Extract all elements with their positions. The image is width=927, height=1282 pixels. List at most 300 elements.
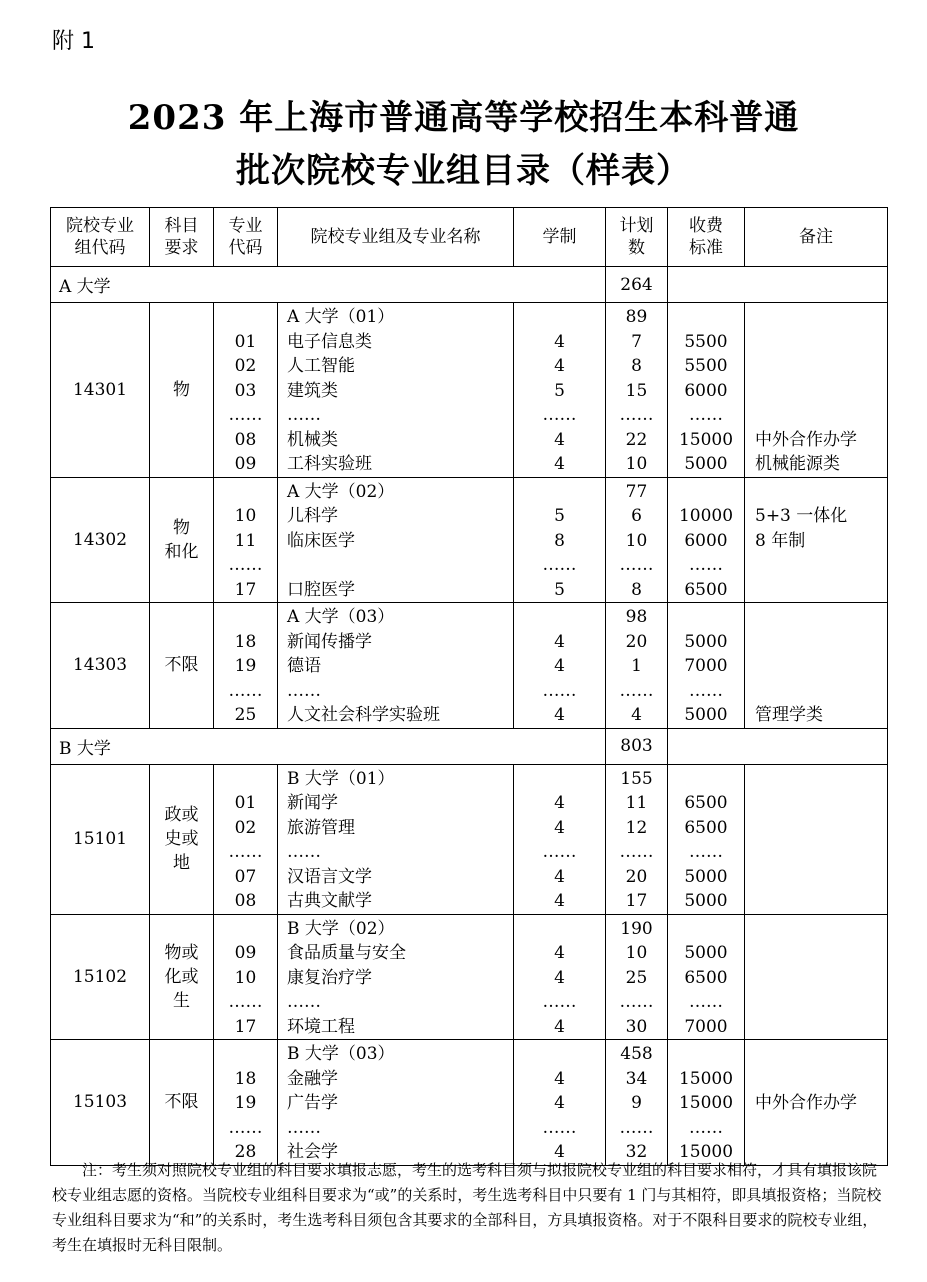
major-names-line: B 大学（02） bbox=[287, 918, 395, 939]
group-row bbox=[51, 764, 888, 914]
durations bbox=[514, 603, 606, 729]
header-remark: 备注 bbox=[745, 208, 888, 267]
plans-line: 77 bbox=[625, 481, 648, 502]
major-codes bbox=[214, 477, 278, 603]
header-name: 院校专业组及专业名称 bbox=[278, 208, 514, 267]
major-codes-line: …… bbox=[228, 555, 263, 575]
durations-line: 4 bbox=[554, 1142, 565, 1162]
group-row bbox=[51, 914, 888, 1040]
plans-line: …… bbox=[619, 1117, 654, 1138]
remarks-lines bbox=[745, 303, 887, 477]
remarks-line bbox=[745, 630, 887, 655]
plans-line: 15 bbox=[625, 380, 648, 401]
subject-requirement-stack bbox=[150, 941, 213, 1013]
remarks-line bbox=[745, 1067, 887, 1092]
remarks-line bbox=[745, 767, 887, 792]
group-code: 15101 bbox=[51, 764, 150, 914]
major-names-line: 新闻传播学 bbox=[287, 631, 372, 652]
fees-line bbox=[668, 767, 744, 792]
major-names-line: 电子信息类 bbox=[287, 331, 372, 352]
plans-line: 30 bbox=[625, 1016, 648, 1037]
durations-lines bbox=[514, 478, 605, 603]
fees-line: 15000 bbox=[678, 1093, 734, 1113]
major-names-line: 口腔医学 bbox=[287, 579, 355, 600]
header-fee: 收费 标准 bbox=[668, 208, 745, 267]
durations-lines bbox=[514, 603, 605, 728]
subject-requirement-stack bbox=[150, 378, 213, 402]
remarks-line bbox=[745, 1116, 887, 1141]
plans-line: …… bbox=[619, 680, 654, 701]
fees bbox=[668, 603, 745, 729]
major-names bbox=[278, 1040, 514, 1166]
fees-line: 5000 bbox=[684, 891, 728, 911]
plans-line: 458 bbox=[620, 1044, 653, 1064]
remarks-line bbox=[745, 379, 887, 404]
major-codes bbox=[214, 764, 278, 914]
page-title-line-1: 2023 年上海市普通高等学校招生本科普通 bbox=[127, 98, 800, 138]
fees-line: …… bbox=[689, 1117, 723, 1138]
group-code: 15102 bbox=[51, 914, 150, 1040]
plans-line: 10 bbox=[625, 530, 648, 551]
durations bbox=[514, 914, 606, 1040]
major-codes-line bbox=[214, 605, 277, 630]
fees-lines bbox=[668, 765, 744, 914]
fees-line: …… bbox=[689, 992, 723, 1012]
remarks-line bbox=[745, 403, 887, 428]
durations-line: 4 bbox=[554, 331, 565, 352]
major-codes-line: 02 bbox=[234, 817, 257, 838]
major-codes bbox=[214, 603, 278, 729]
fees-line: …… bbox=[689, 405, 723, 425]
remarks-lines bbox=[745, 478, 887, 603]
fees-line: 5500 bbox=[684, 331, 728, 352]
major-names-line: 广告学 bbox=[287, 1093, 338, 1113]
major-names-line: 机械类 bbox=[287, 429, 338, 450]
fees bbox=[668, 764, 745, 914]
durations-line bbox=[514, 767, 605, 792]
subject-requirement-line: 不限 bbox=[164, 655, 199, 676]
durations-line: 4 bbox=[554, 656, 565, 676]
subject-requirement-line: 地 bbox=[173, 853, 190, 873]
subject-requirement-stack bbox=[150, 1090, 213, 1114]
major-names-lines bbox=[278, 1040, 513, 1165]
plans-line: 190 bbox=[620, 918, 653, 939]
fees-line bbox=[668, 305, 744, 330]
fees-line: 6500 bbox=[684, 817, 728, 838]
remarks-line bbox=[745, 865, 887, 890]
remarks-line: 中外合作办学 bbox=[755, 1093, 857, 1113]
plans-line: 6 bbox=[631, 506, 642, 526]
major-codes-lines bbox=[214, 603, 277, 728]
fees bbox=[668, 477, 745, 603]
plans-line: …… bbox=[619, 405, 654, 425]
durations-line: …… bbox=[542, 992, 577, 1012]
major-codes-line bbox=[214, 480, 277, 505]
header-subject-req: 科目 要求 bbox=[150, 208, 214, 267]
major-names-line: 儿科学 bbox=[287, 506, 338, 526]
fees bbox=[668, 1040, 745, 1166]
major-codes-line bbox=[214, 767, 277, 792]
fees-line: 5000 bbox=[684, 705, 728, 725]
remarks-line: 8 年制 bbox=[755, 530, 806, 551]
plans bbox=[606, 603, 668, 729]
durations-lines bbox=[514, 915, 605, 1040]
durations-line bbox=[514, 605, 605, 630]
fees-line: 5000 bbox=[684, 454, 728, 474]
fees-line: 6500 bbox=[684, 793, 728, 813]
fees-line: 7000 bbox=[684, 656, 728, 676]
group-code: 14302 bbox=[51, 477, 150, 603]
remarks bbox=[745, 1040, 888, 1166]
plans-line: 12 bbox=[625, 817, 648, 838]
major-codes-line bbox=[214, 305, 277, 330]
plans-line: 89 bbox=[625, 307, 648, 327]
university-total-plan: 803 bbox=[606, 728, 668, 764]
major-names bbox=[278, 477, 514, 603]
university-name: A 大学 bbox=[51, 267, 606, 303]
major-names-line: 金融学 bbox=[287, 1068, 338, 1089]
subject-requirement bbox=[150, 477, 214, 603]
remarks bbox=[745, 914, 888, 1040]
durations-lines bbox=[514, 765, 605, 914]
group-code: 14303 bbox=[51, 603, 150, 729]
page-title-line-2: 批次院校专业组目录（样表） bbox=[236, 151, 691, 191]
durations-line: 4 bbox=[554, 793, 565, 813]
university-blank bbox=[668, 267, 888, 303]
remarks-line bbox=[745, 330, 887, 355]
durations bbox=[514, 303, 606, 478]
subject-requirement-line: 生 bbox=[173, 990, 190, 1011]
remarks-line bbox=[745, 816, 887, 841]
durations-line: …… bbox=[542, 680, 577, 701]
major-names-line: 德语 bbox=[287, 656, 321, 676]
plans-lines bbox=[606, 915, 667, 1040]
durations bbox=[514, 764, 606, 914]
major-codes-line: 02 bbox=[234, 356, 257, 376]
group-code: 14301 bbox=[51, 303, 150, 478]
major-codes-line: …… bbox=[228, 1117, 263, 1138]
major-names-line: 食品质量与安全 bbox=[287, 943, 406, 963]
fees-lines bbox=[668, 603, 744, 728]
fees-line: 5000 bbox=[684, 866, 728, 887]
university-blank bbox=[668, 728, 888, 764]
remarks-line bbox=[745, 480, 887, 505]
fees-line: …… bbox=[689, 555, 723, 575]
remarks-line bbox=[745, 840, 887, 865]
plans bbox=[606, 764, 668, 914]
remarks-lines bbox=[745, 603, 887, 728]
durations-line: 5 bbox=[554, 380, 565, 401]
remarks-line bbox=[745, 305, 887, 330]
subject-requirement bbox=[150, 1040, 214, 1166]
durations-line: 5 bbox=[554, 506, 565, 526]
major-codes bbox=[214, 303, 278, 478]
durations-lines bbox=[514, 1040, 605, 1165]
major-names-line: A 大学（02） bbox=[287, 481, 395, 502]
durations-line: 4 bbox=[554, 631, 565, 652]
major-codes-line: 09 bbox=[234, 943, 257, 963]
plans-line: 7 bbox=[631, 331, 642, 352]
durations-line bbox=[514, 917, 605, 942]
fees-lines bbox=[668, 478, 744, 603]
fees-line: 6500 bbox=[684, 967, 728, 988]
major-names bbox=[278, 603, 514, 729]
major-names-line: 环境工程 bbox=[287, 1016, 355, 1037]
major-codes-lines bbox=[214, 1040, 277, 1165]
remarks-line bbox=[745, 578, 887, 603]
durations-line: …… bbox=[542, 1117, 577, 1138]
major-names-line: 工科实验班 bbox=[287, 454, 372, 474]
major-names-line: 汉语言文学 bbox=[287, 866, 372, 887]
durations-lines bbox=[514, 303, 605, 477]
plans bbox=[606, 303, 668, 478]
fees-line: 5500 bbox=[684, 356, 728, 376]
major-codes-lines bbox=[214, 765, 277, 914]
subject-requirement bbox=[150, 764, 214, 914]
group-row bbox=[51, 1040, 888, 1166]
remarks-line bbox=[745, 941, 887, 966]
catalog-table bbox=[50, 207, 888, 1166]
major-codes bbox=[214, 914, 278, 1040]
durations-line: …… bbox=[542, 555, 577, 575]
plans-line: 1 bbox=[631, 656, 642, 676]
plans-line: 8 bbox=[631, 356, 642, 376]
subject-requirement-line: 物 bbox=[173, 379, 190, 400]
group-row bbox=[51, 603, 888, 729]
footnote: 注：考生须对照院校专业组的科目要求填报志愿，考生的选考科目须与拟报院校专业组的科目要求相符，才具有填报该院校专业组志愿的资格。当院校专业组科目要求为“或”的关系时，考生选考科目中只要有 1 门与其相符，即具填报资格；当院校专业组科目要求为“和”的关系时，考生选考科目须包含其要求的全部科目，方具填报资格。对于不限科目要求的院校专业组，考生在填报时无科目限制。 bbox=[52, 1161, 882, 1254]
plans-line: 10 bbox=[625, 454, 648, 474]
durations bbox=[514, 1040, 606, 1166]
durations-line: …… bbox=[542, 842, 577, 862]
subject-requirement-line: 物 bbox=[173, 517, 190, 538]
major-codes-line: 08 bbox=[234, 891, 257, 911]
header-group-code: 院校专业 组代码 bbox=[51, 208, 150, 267]
plans-line: 32 bbox=[625, 1142, 648, 1162]
major-names-line: 新闻学 bbox=[287, 793, 338, 813]
plans-line: 17 bbox=[625, 891, 648, 911]
plans-line: 20 bbox=[625, 866, 648, 887]
fees-line: 6000 bbox=[684, 530, 728, 551]
major-names-line bbox=[278, 553, 513, 578]
university-row bbox=[51, 728, 888, 764]
remarks-lines bbox=[745, 1040, 887, 1165]
major-codes-line bbox=[214, 917, 277, 942]
plans-line: 20 bbox=[625, 631, 648, 652]
durations bbox=[514, 477, 606, 603]
major-names-line: B 大学（01） bbox=[287, 768, 395, 789]
subject-requirement bbox=[150, 303, 214, 478]
plans-line: 34 bbox=[625, 1068, 648, 1089]
plans-line: 10 bbox=[625, 943, 648, 963]
durations-line: 4 bbox=[554, 967, 565, 988]
group-row bbox=[51, 303, 888, 478]
major-names bbox=[278, 303, 514, 478]
major-names-line: B 大学（03） bbox=[287, 1044, 395, 1064]
subject-requirement-line: 史或 bbox=[164, 829, 199, 849]
subject-requirement-line: 化或 bbox=[164, 966, 199, 987]
header-row bbox=[51, 208, 888, 267]
subject-requirement-stack bbox=[150, 516, 213, 564]
subject-requirement-stack bbox=[150, 803, 213, 875]
subject-requirement-line: 政或 bbox=[164, 805, 199, 825]
major-names-lines bbox=[278, 603, 513, 728]
remarks-line bbox=[745, 889, 887, 914]
remarks-line bbox=[745, 553, 887, 578]
plans bbox=[606, 914, 668, 1040]
major-codes-line: 08 bbox=[234, 429, 257, 450]
major-names-line: 临床医学 bbox=[287, 530, 355, 551]
remarks-line bbox=[745, 966, 887, 991]
major-codes-line: 18 bbox=[234, 1068, 257, 1089]
durations-line: 4 bbox=[554, 866, 565, 887]
major-names-line: 康复治疗学 bbox=[287, 967, 372, 988]
subject-requirement bbox=[150, 914, 214, 1040]
group-row bbox=[51, 477, 888, 603]
major-names-lines bbox=[278, 303, 513, 477]
plans-line: 8 bbox=[631, 579, 642, 600]
plans-line: …… bbox=[619, 555, 654, 575]
major-codes-line: 07 bbox=[234, 866, 257, 887]
remarks-line: 5+3 一体化 bbox=[755, 506, 848, 526]
major-names-line: A 大学（03） bbox=[287, 607, 395, 627]
durations-line: 4 bbox=[554, 454, 565, 474]
fees-line: …… bbox=[689, 842, 723, 862]
fees-lines bbox=[668, 1040, 744, 1165]
major-codes-lines bbox=[214, 478, 277, 603]
major-names-line: A 大学（01） bbox=[287, 307, 395, 327]
remarks-lines bbox=[745, 915, 887, 1040]
remarks-line bbox=[745, 791, 887, 816]
durations-line bbox=[514, 480, 605, 505]
subject-requirement-stack bbox=[150, 653, 213, 677]
major-codes-lines bbox=[214, 915, 277, 1040]
major-names-line: …… bbox=[287, 1117, 321, 1138]
major-codes bbox=[214, 1040, 278, 1166]
fees-line: 5000 bbox=[684, 631, 728, 652]
plans-lines bbox=[606, 478, 667, 603]
remarks-line bbox=[745, 654, 887, 679]
header-plan: 计划 数 bbox=[606, 208, 668, 267]
header-major-code: 专业 代码 bbox=[214, 208, 278, 267]
plans-lines bbox=[606, 303, 667, 477]
durations-line: 4 bbox=[554, 1016, 565, 1037]
fees-line: 15000 bbox=[678, 1142, 734, 1162]
fees-line: …… bbox=[689, 680, 723, 701]
university-row bbox=[51, 267, 888, 303]
major-codes-line: 19 bbox=[234, 656, 257, 676]
remarks-line bbox=[745, 354, 887, 379]
group-code: 15103 bbox=[51, 1040, 150, 1166]
major-names-line: 建筑类 bbox=[287, 380, 338, 401]
plans-line: 4 bbox=[631, 705, 642, 725]
plans bbox=[606, 477, 668, 603]
major-codes-line: 17 bbox=[234, 1016, 257, 1037]
major-names-lines bbox=[278, 915, 513, 1040]
major-codes-line: 11 bbox=[234, 530, 257, 551]
plans-line: 25 bbox=[625, 967, 648, 988]
major-codes-line: …… bbox=[228, 405, 263, 425]
fees-line bbox=[668, 1042, 744, 1067]
durations-line: 4 bbox=[554, 943, 565, 963]
fees-line bbox=[668, 917, 744, 942]
plans-line: 98 bbox=[625, 607, 648, 627]
subject-requirement bbox=[150, 603, 214, 729]
major-names-line: 人工智能 bbox=[287, 356, 355, 376]
fees bbox=[668, 914, 745, 1040]
major-codes-line: …… bbox=[228, 680, 263, 701]
fees-line: 15000 bbox=[678, 429, 734, 450]
fees-lines bbox=[668, 303, 744, 477]
fees-line bbox=[668, 605, 744, 630]
remarks-line: 机械能源类 bbox=[755, 454, 840, 474]
major-codes-line: 01 bbox=[234, 331, 257, 352]
plans-line: 22 bbox=[625, 429, 648, 450]
header-duration: 学制 bbox=[514, 208, 606, 267]
major-codes-line: 09 bbox=[234, 454, 257, 474]
appendix-label: 附 1 bbox=[52, 29, 95, 54]
remarks-line bbox=[745, 990, 887, 1015]
university-total-plan: 264 bbox=[606, 267, 668, 303]
subject-requirement-line: 物或 bbox=[164, 942, 199, 963]
durations-line bbox=[514, 305, 605, 330]
durations-line: …… bbox=[542, 405, 577, 425]
remarks-line: 管理学类 bbox=[755, 705, 823, 725]
fees bbox=[668, 303, 745, 478]
major-names-line: 社会学 bbox=[287, 1142, 338, 1162]
fees-line: 6500 bbox=[684, 579, 728, 600]
fees-lines bbox=[668, 915, 744, 1040]
remarks-line bbox=[745, 1042, 887, 1067]
major-codes-line: …… bbox=[228, 842, 263, 862]
remarks-line bbox=[745, 1015, 887, 1040]
remarks-line bbox=[745, 605, 887, 630]
plans-lines bbox=[606, 1040, 667, 1165]
plans-line: 155 bbox=[620, 768, 653, 789]
major-names bbox=[278, 764, 514, 914]
fees-line: 6000 bbox=[684, 380, 728, 401]
major-codes-line: 28 bbox=[234, 1142, 257, 1162]
remarks bbox=[745, 477, 888, 603]
university-name: B 大学 bbox=[51, 728, 606, 764]
remarks bbox=[745, 603, 888, 729]
major-codes-line: …… bbox=[228, 992, 263, 1012]
major-names-line: 人文社会科学实验班 bbox=[287, 705, 440, 725]
durations-line bbox=[514, 1042, 605, 1067]
plans-lines bbox=[606, 603, 667, 728]
major-names-line: …… bbox=[287, 992, 321, 1012]
plans-line: 9 bbox=[631, 1093, 642, 1113]
major-codes-line: 10 bbox=[234, 967, 257, 988]
durations-line: 8 bbox=[554, 530, 565, 551]
durations-line: 5 bbox=[554, 579, 565, 600]
major-names-line: 旅游管理 bbox=[287, 817, 355, 838]
plans-lines bbox=[606, 765, 667, 914]
major-names-line: …… bbox=[287, 405, 321, 425]
subject-requirement-line: 和化 bbox=[164, 541, 199, 562]
remarks bbox=[745, 764, 888, 914]
fees-line bbox=[668, 480, 744, 505]
fees-line: 7000 bbox=[684, 1016, 728, 1037]
subject-requirement-line: 不限 bbox=[164, 1092, 199, 1113]
major-codes-line: 03 bbox=[234, 380, 257, 401]
durations-line: 4 bbox=[554, 356, 565, 376]
durations-line: 4 bbox=[554, 429, 565, 450]
major-codes-line: 18 bbox=[234, 631, 257, 652]
major-names-line: …… bbox=[287, 680, 321, 701]
major-names-line: …… bbox=[287, 842, 321, 862]
plans bbox=[606, 1040, 668, 1166]
remarks bbox=[745, 303, 888, 478]
